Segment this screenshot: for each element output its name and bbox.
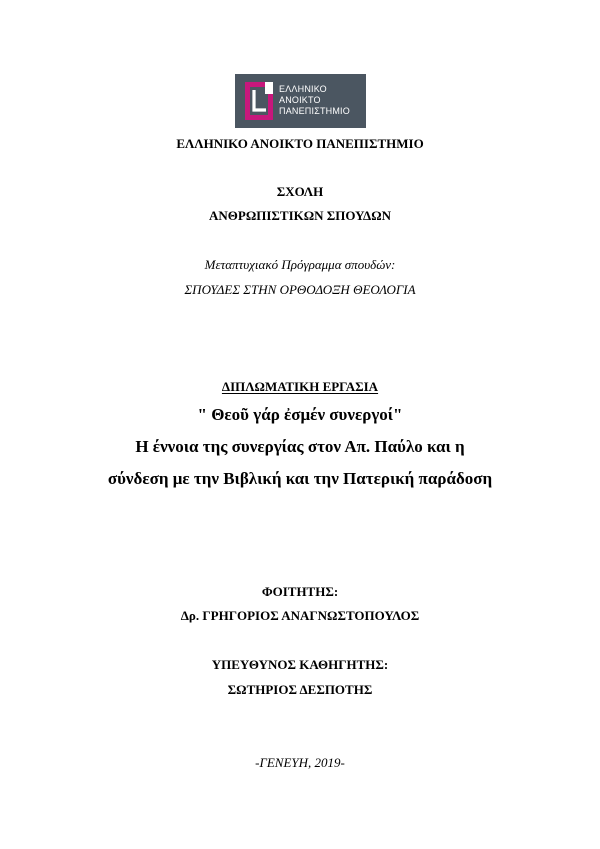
- supervisor-label: ΥΠΕΥΘΥΝΟΣ ΚΑΘΗΓΗΤΗΣ:: [211, 657, 389, 672]
- thesis-quote: " Θεοῦ γάρ ἐσμέν συνεργοί": [197, 405, 403, 424]
- logo-text-line1: ΕΛΛΗΝΙΚΟ: [279, 84, 327, 94]
- student-label: ΦΟΙΤΗΤΗΣ:: [261, 584, 339, 599]
- student-name: Δρ. ΓΡΗΓΟΡΙΟΣ ΑΝΑΓΝΩΣΤΟΠΟΥΛΟΣ: [180, 608, 420, 623]
- program-name: ΣΠΟΥΔΕΣ ΣΤΗΝ ΟΡΘΟΔΟΞΗ ΘΕΟΛΟΓΙΑ: [184, 282, 416, 297]
- school-label: ΣΧΟΛΗ: [276, 184, 324, 199]
- program-label: Μεταπτυχιακό Πρόγραμμα σπουδών:: [204, 257, 396, 272]
- thesis-type: ΔΙΠΛΩΜΑΤΙΚΗ ΕΡΓΑΣΙΑ: [221, 379, 379, 394]
- eap-logo-mark-icon: [245, 82, 273, 120]
- school-name: ΑΝΘΡΩΠΙΣΤΙΚΩΝ ΣΠΟΥΔΩΝ: [208, 208, 391, 223]
- place-date: -ΓΕΝΕΥΗ, 2019-: [255, 755, 345, 770]
- logo-text-line2: ΑΝΟΙΚΤΟ: [279, 95, 321, 105]
- supervisor-name: ΣΩΤΗΡΙΟΣ ΔΕΣΠΟΤΗΣ: [227, 682, 373, 697]
- thesis-title-line2: σύνδεση με την Βιβλική και την Πατερική παράδοση: [107, 469, 493, 488]
- logo-text-line3: ΠΑΝΕΠΙΣΤΗΜΙΟ: [279, 106, 350, 116]
- university-logo: [235, 74, 366, 128]
- university-name: ΕΛΛΗΝΙΚΟ ΑΝΟΙΚΤΟ ΠΑΝΕΠΙΣΤΗΜΙΟ: [176, 136, 424, 151]
- thesis-title-line1: Η έννοια της συνεργίας στον Απ. Παύλο και η: [135, 437, 465, 456]
- logo-text: [279, 84, 350, 117]
